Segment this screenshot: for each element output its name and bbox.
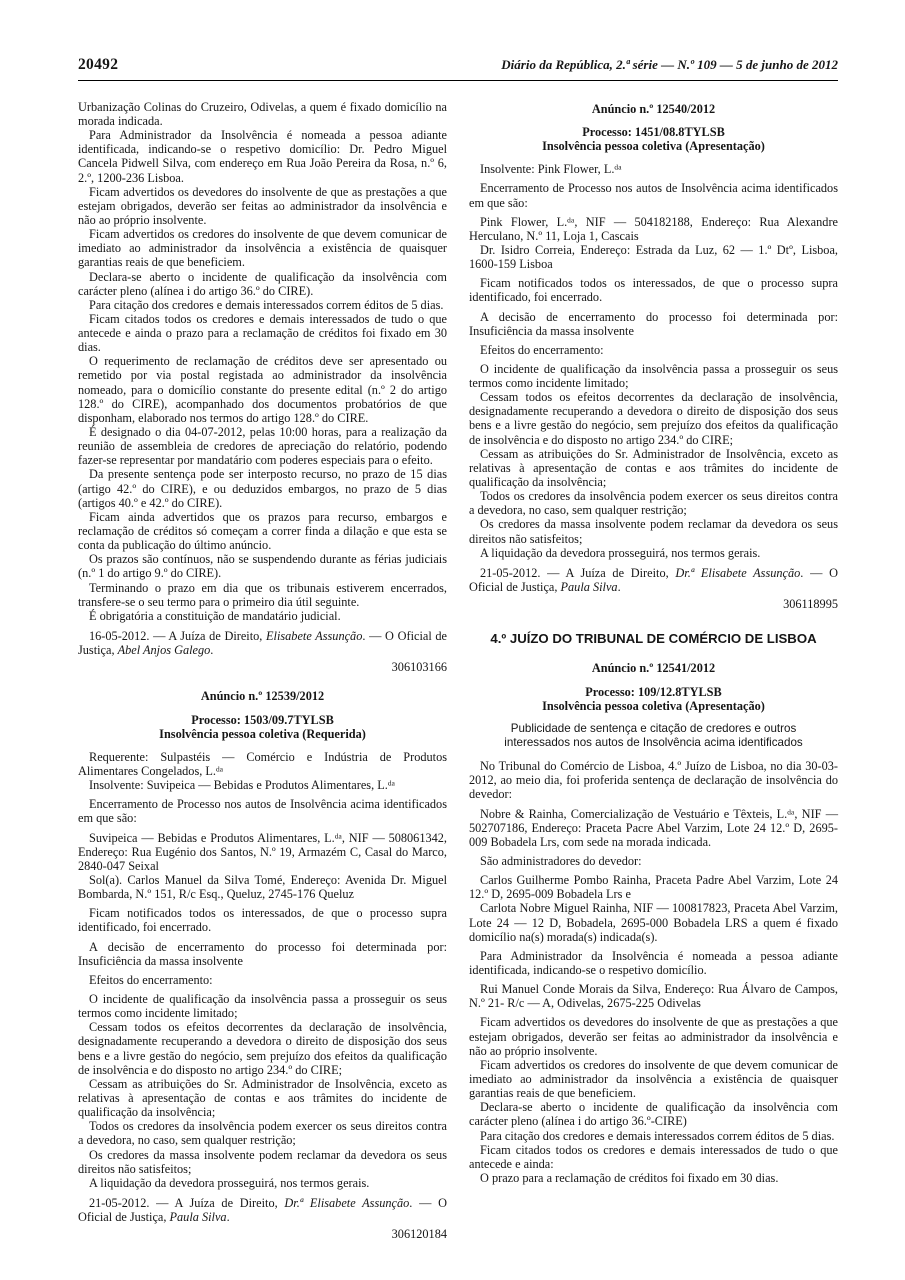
process-block [469, 685, 838, 713]
paragraph: O incidente de qualificação da insolvência passa a prosseguir os seus termos como incidente limitado; [469, 361, 838, 391]
header-rule [78, 80, 838, 81]
court-heading: 4.º JUÍZO DO TRIBUNAL DE COMÉRCIO DE LISBOA [490, 631, 817, 647]
announcement-title: Anúncio n.º 12541/2012 [591, 661, 716, 676]
paragraph: A decisão de encerramento do processo foi determinada por: Insuficiência da massa insolvente [78, 939, 447, 968]
paragraph: Insolvente: Suvipeica — Bebidas e Produtos Alimentares, L.ᵈᵃ [89, 778, 396, 793]
paragraph: Suvipeica — Bebidas e Produtos Alimentares, L.ᵈᵃ, NIF — 508061342, Endereço: Rua Eugénio dos Santos, N.º 19, Armazém C, Casal do Marco, 2840-047 Seixal [78, 830, 447, 873]
paragraph: Declara-se aberto o incidente de qualificação da insolvência com carácter pleno (alínea i do artigo 36.º do CIRE). [78, 269, 447, 298]
paragraph: Ficam citados todos os credores e demais interessados de tudo o que antecede e ainda o prazo para a reclamação de créditos foi fixado em 30 dias. [78, 311, 447, 355]
process-block [78, 713, 447, 741]
paragraph: Ficam ainda advertidos que os prazos para recurso, embargos e reclamação de créditos só começam a correr finda a dilação e que esta se conta da publicação do último anúncio. [78, 509, 447, 553]
judge-name: Elisabete Assunção [266, 629, 363, 644]
paragraph: Para Administrador da Insolvência é nomeada a pessoa adiante identificada, indicando-se o respetivo domicílio. [469, 948, 838, 978]
paragraph: Carlota Nobre Miguel Rainha, NIF — 100817823, Praceta Abel Varzim, Lote 24 — 12 D, Bobadela, 2695-000 Bobadela LRS a quem é fixado domicílio na(s) morada(s) indicada(s). [469, 901, 838, 944]
process-block [469, 125, 838, 153]
paragraph: Pink Flower, L.ᵈᵃ, NIF — 504182188, Endereço: Rua Alexandre Herculano, N.º 11, Loja 1, Cascais [469, 214, 838, 243]
page-number: 20492 [78, 56, 119, 73]
announcement-title: Anúncio n.º 12540/2012 [591, 101, 716, 116]
page-header [78, 56, 838, 74]
paragraph: Encerramento de Processo nos autos de Insolvência acima identificados em que são: [469, 181, 838, 210]
paragraph: Cessam as atribuições do Sr. Administrador de Insolvência, exceto as relativas à apresentação de contas e aos trâmites do incidente de qualificação da insolvência; [469, 446, 838, 490]
paragraph: Ficam notificados todos os interessados, de que o processo supra identificado, foi encerrado. [469, 276, 838, 305]
process-number: Processo: 1503/09.7TYLSB [191, 712, 334, 727]
paragraph: Declara-se aberto o incidente de qualificação da insolvência com carácter pleno (alínea i do artigo 36.º-CIRE) [469, 1100, 838, 1129]
paragraph: Sol(a). Carlos Manuel da Silva Tomé, Endereço: Avenida Dr. Miguel Bombarda, N.º 151, R/c Esq., Queluz, 2745-176 Queluz [78, 872, 447, 902]
paragraph: Todos os credores da insolvência podem exercer os seus direitos contra a devedora, no caso, sem qualquer restrição; [469, 489, 838, 518]
publication-ref: 306103166 [391, 660, 447, 675]
signature-mid-text: . — O Oficial de Justiça, [78, 629, 448, 658]
paragraph: Cessam todos os efeitos decorrentes da declaração de insolvência, designadamente recuperando a devedora o direito de disposição dos seus bens e a livre gestão do negócio, sem prejuízo dos efeitos da qualificação de insolvência e do disposto no artigo 234.º do CIRE; [78, 1020, 447, 1077]
paragraph: É designado o dia 04-07-2012, pelas 10:00 horas, para a realização da reunião de assembleia de credores de apreciação do relatório, podendo fazer-se representar por mandatário com poderes especiais para o efeito. [78, 425, 447, 468]
signature-end-text: . [226, 1210, 230, 1225]
publication-ref: 306118995 [783, 597, 838, 612]
judge-name: Dr.ª Elisabete Assunção [675, 565, 801, 580]
paragraph: O incidente de qualificação da insolvência passa a prosseguir os seus termos como incidente limitado; [78, 991, 447, 1021]
signature-date-text: 16-05-2012. — A Juíza de Direito, [89, 629, 267, 644]
content-columns [78, 100, 838, 1242]
paragraph: A decisão de encerramento do processo foi determinada por: Insuficiência da massa insolvente [469, 309, 838, 338]
process-type: Insolvência pessoa coletiva (Apresentação) [542, 139, 765, 154]
process-number: Processo: 1451/08.8TYLSB [582, 124, 725, 139]
signature-mid-text: . — O Oficial de Justiça, [78, 1195, 447, 1225]
paragraph: Para citação dos credores e demais interessados correm éditos de 5 dias. [480, 1128, 835, 1143]
paragraph: Ficam advertidos os credores do insolvente de que devem comunicar de imediato ao administrador da insolvência a existência de quaisquer garantias reais de que beneficiem. [469, 1057, 838, 1101]
process-type: Insolvência pessoa coletiva (Requerida) [159, 726, 366, 741]
process-type: Insolvência pessoa coletiva (Apresentação) [542, 698, 765, 713]
paragraph: Efeitos do encerramento: [480, 342, 604, 357]
paragraph: Ficam advertidos os devedores do insolvente de que as prestações a que estejam obrigados, deverão ser feitas ao administrador da insolvência e não ao próprio insolvente. [78, 184, 447, 227]
paragraph: Dr. Isidro Correia, Endereço: Estrada da Luz, 62 — 1.º Dtº, Lisboa, 1600-159 Lisboa [469, 242, 838, 272]
paragraph: Os prazos são contínuos, não se suspendendo durante as férias judiciais (n.º 1 do artigo 9.º do CIRE). [78, 552, 447, 581]
left-column [78, 100, 447, 1242]
right-column [469, 100, 838, 1242]
masthead: Diário da República, 2.ª série — N.º 109 — 5 de junho de 2012 [501, 57, 838, 72]
judge-name: Dr.ª Elisabete Assunção [284, 1195, 410, 1210]
signature-mid-text: . — O Oficial de Justiça, [469, 565, 838, 595]
paragraph: Insolvente: Pink Flower, L.ᵈᵃ [480, 162, 622, 177]
officer-name: Paula Silva [560, 580, 618, 595]
signature-date-text: 21-05-2012. — A Juíza de Direito, [480, 565, 676, 580]
signature-date-text: 21-05-2012. — A Juíza de Direito, [89, 1195, 285, 1210]
paragraph: São administradores do devedor: [480, 854, 642, 869]
paragraph: No Tribunal do Comércio de Lisboa, 4.º Juízo de Lisboa, no dia 30-03-2012, ao meio dia, foi proferida sentença de declaração de insolvência do devedor: [469, 759, 838, 802]
announcement-lead: Publicidade de sentença e citação de credores e outros interessados nos autos de Insolvência acima identificados [504, 721, 803, 750]
paragraph: A liquidação da devedora prosseguirá, nos termos gerais. [480, 545, 761, 560]
paragraph: Requerente: Sulpastéis — Comércio e Indústria de Produtos Alimentares Congelados, L.ᵈᵃ [78, 749, 447, 778]
paragraph: Ficam advertidos os devedores do insolvente de que as prestações a que estejam obrigados, deverão ser feitas ao administrador da insolvência e não ao próprio insolvente. [469, 1015, 838, 1058]
signature-end-text: . [210, 643, 214, 658]
paragraph: Ficam notificados todos os interessados, de que o processo supra identificado, foi encerrado. [78, 906, 447, 935]
paragraph: Encerramento de Processo nos autos de Insolvência acima identificados em que são: [78, 797, 447, 826]
signature-line [78, 1196, 447, 1224]
paragraph: Efeitos do encerramento: [89, 972, 213, 987]
paragraph: A liquidação da devedora prosseguirá, nos termos gerais. [89, 1175, 370, 1190]
paragraph: Terminando o prazo em dia que os tribunais estiverem encerrados, transfere-se o seu termo para o primeiro dia útil seguinte. [78, 580, 447, 609]
signature-end-text: . [617, 580, 621, 595]
announcement-title: Anúncio n.º 12539/2012 [200, 689, 325, 704]
paragraph: Os credores da massa insolvente podem reclamar da devedora os seus direitos não satisfeitos; [469, 517, 838, 546]
signature-line [78, 629, 447, 657]
process-number: Processo: 109/12.8TYLSB [585, 684, 722, 699]
paragraph: O requerimento de reclamação de créditos deve ser apresentado ou remetido por via postal registada ao administrador da insolvência nomeado, para o domicílio constante do presente edital (n.º 2 do artigo 128.º do CIRE), acompanhado dos documentos probatórios de que disponham, elaborado nos termos do artigo 128.º do CIRE. [78, 354, 447, 425]
paragraph: Rui Manuel Conde Morais da Silva, Endereço: Rua Álvaro de Campos, N.º 21- R/c — A, Odivelas, 2675-225 Odivelas [469, 982, 838, 1011]
signature-line [469, 566, 838, 594]
publication-ref: 306120184 [391, 1227, 447, 1242]
paragraph: Cessam as atribuições do Sr. Administrador de Insolvência, exceto as relativas à apresentação de contas e aos trâmites do incidente de qualificação da insolvência; [78, 1076, 447, 1120]
paragraph: Carlos Guilherme Pombo Rainha, Praceta Padre Abel Varzim, Lote 24 12.º D, 2695-009 Bobadela Lrs e [469, 873, 838, 902]
paragraph: Para citação dos credores e demais interessados correm éditos de 5 dias. [89, 297, 444, 312]
paragraph: Nobre & Rainha, Comercialização de Vestuário e Têxteis, L.ᵈᵃ, NIF — 502707186, Endereço: Praceta Pacre Abel Varzim, Lote 24 12.º D, 2695-009 Bobadela Lrs, com sede na morada indicada. [469, 806, 838, 849]
paragraph: Ficam advertidos os credores do insolvente de que devem comunicar de imediato ao administrador da insolvência a existência de quaisquer garantias reais de que beneficiem. [78, 227, 447, 270]
officer-name: Paula Silva [169, 1210, 227, 1225]
paragraph: Os credores da massa insolvente podem reclamar da devedora os seus direitos não satisfeitos; [78, 1147, 447, 1176]
paragraph: Para Administrador da Insolvência é nomeada a pessoa adiante identificada, indicando-se o respetivo domicílio: Dr. Pedro Miguel Cancela Pidwell Silva, com endereço em Rua João Pereira da Rosa, n.º 6, 2.º, 1200-236 Lisboa. [78, 128, 447, 185]
officer-name: Abel Anjos Galego [117, 643, 211, 658]
paragraph: O prazo para a reclamação de créditos foi fixado em 30 dias. [480, 1170, 779, 1185]
paragraph: É obrigatória a constituição de mandatário judicial. [89, 608, 341, 623]
paragraph: Ficam citados todos os credores e demais interessados de tudo o que antecede e ainda: [469, 1142, 838, 1171]
paragraph: Urbanização Colinas do Cruzeiro, Odivelas, a quem é fixado domicílio na morada indicada. [78, 99, 447, 128]
paragraph: Cessam todos os efeitos decorrentes da declaração de insolvência, designadamente recuperando a devedora o direito de disposição dos seus bens e a livre gestão do negócio, sem prejuízo dos efeitos da qualificação de insolvência e do disposto no artigo 234.º do CIRE; [469, 390, 838, 447]
paragraph: Da presente sentença pode ser interposto recurso, no prazo de 15 dias (artigo 42.º do CIRE), e ou deduzidos embargos, no prazo de 5 dias (artigos 40.º e 42.º do CIRE). [78, 467, 447, 510]
paragraph: Todos os credores da insolvência podem exercer os seus direitos contra a devedora, no caso, sem qualquer restrição; [78, 1119, 447, 1148]
